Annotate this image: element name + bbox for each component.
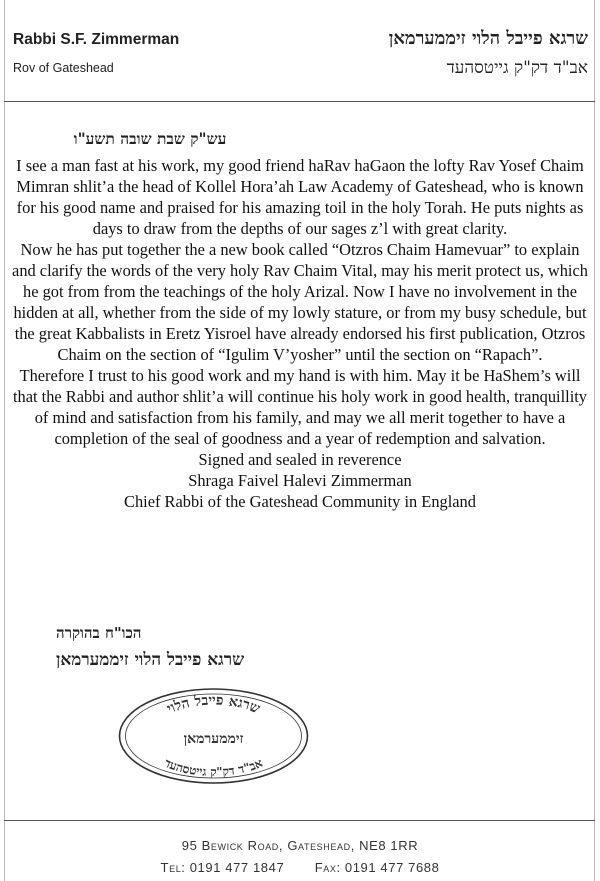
footer-contact <box>0 860 600 875</box>
signer-title: Chief Rabbi of the Gateshead Community in England <box>124 492 476 511</box>
letter-date-he: עש"ק שבת שובה תשע"ו <box>73 129 227 148</box>
letterhead-name-en: Rabbi S.F. Zimmerman <box>13 31 180 48</box>
footer-phone: Tel: 0191 477 1847 <box>160 860 285 875</box>
letter-body <box>12 155 588 512</box>
footer-fax: Fax: 0191 477 7688 <box>314 860 440 875</box>
letterhead-divider <box>4 101 595 102</box>
rabbinical-stamp <box>116 686 311 786</box>
closing-he: הכו"ח בהוקרה <box>56 624 142 642</box>
footer-divider <box>4 820 595 821</box>
footer-address: 95 Bewick Road, Gateshead, NE8 1RR <box>181 838 419 853</box>
letterhead-title-en: Rov of Gateshead <box>13 61 114 75</box>
stamp-text-middle: זיממערמאן <box>183 731 244 747</box>
signer-name: Shraga Faivel Halevi Zimmerman <box>188 471 412 490</box>
letter-paragraph-1: I see a man fast at his work, my good friend haRav haGaon the lofty Rav Yosef Chaim Mimran shlit’a the head of Kollel Hora’ah Law Academy of Gateshead, who is known for his good name and praised for his amazing toil in the holy Torah. He puts nights as days to draw from the depths of our sages z’l with great clarity. <box>16 156 584 238</box>
letter-paragraph-2: Now he has put together the a new book called “Otzros Chaim Hamevuar” to explain and clarify the words of the very holy Rav Chaim Vital, may his merit protect us, which he got from from the teachings of the holy Arizal. Now I have no involvement in the hidden at all, whether from the side of my lowly stature, or from my busy schedule, but the great Kabbalists in Eretz Yisroel have already endorsed his first publication, Otzros Chaim on the section of “Igulim V’yosher” until the section on “Rapach”. <box>12 240 588 364</box>
letter-paragraph-3: Therefore I trust to his good work and my hand is with him. May it be HaShem’s will that the Rabbi and author shlit’a will continue his holy work in good health, tranquillity of mind and satisfaction from his family, and may we all merit together to have a completion of the seal of goodness and a year of redemption and salvation. <box>12 366 588 448</box>
letterhead-title-he: אב"ד דק"ק גייטסהעד <box>446 58 588 78</box>
page-border-right <box>594 0 595 881</box>
signature-he: שרגא פייבל הלוי זיממערמאן <box>56 650 245 670</box>
stamp-text-top: שרגא פייבל הלוי <box>164 692 263 718</box>
sign-off: Signed and sealed in reverence <box>198 450 402 469</box>
stamp-text-bottom: אב"ד דק"ק גייטסהעד <box>162 755 265 779</box>
letterhead-name-he: שרגא פייבל הלוי זיממערמאן <box>388 28 588 49</box>
